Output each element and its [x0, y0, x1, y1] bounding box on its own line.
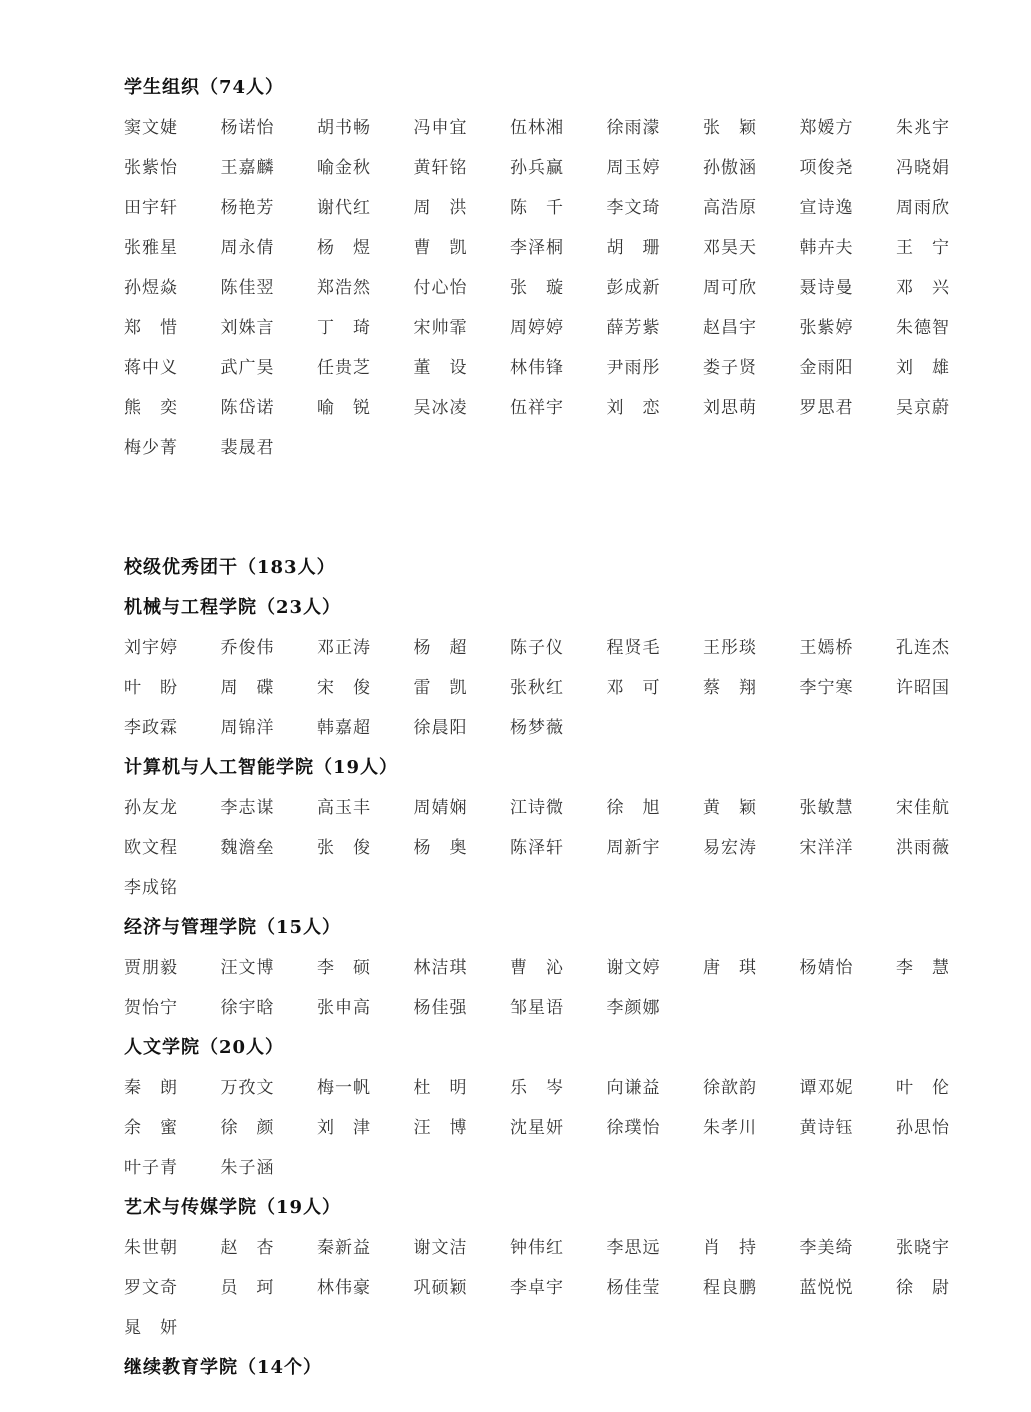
section-humanities — [124, 1028, 984, 1188]
name-entry: 梅一帆 — [317, 1078, 371, 1098]
name-entry: 喻金秋 — [317, 158, 371, 178]
name-entry: 孔连杰 — [896, 638, 950, 658]
name-entry: 周婧娴 — [413, 798, 468, 818]
name-entry: 朱世朝 — [124, 1238, 178, 1258]
name-entry: 徐 颜 — [220, 1118, 275, 1138]
name-entry: 杨佳莹 — [606, 1278, 661, 1298]
name-entry: 丁 琦 — [317, 318, 371, 338]
name-entry: 熊 奕 — [124, 398, 178, 418]
name-entry: 刘姝言 — [220, 318, 275, 338]
name-entry: 张 璇 — [510, 278, 564, 298]
name-entry: 徐宇晗 — [220, 998, 275, 1018]
name-entry: 赵 杏 — [220, 1238, 275, 1258]
section-heading: 经济与管理学院（15人） — [124, 917, 342, 938]
name-entry: 钟伟红 — [510, 1238, 564, 1258]
name-entry: 贺怡宁 — [124, 998, 178, 1018]
name-entry: 梅少菁 — [124, 438, 178, 458]
name-entry: 伍林湘 — [510, 118, 564, 138]
name-entry: 宣诗逸 — [799, 198, 854, 218]
name-entry: 蒋中义 — [124, 358, 178, 378]
name-entry: 喻 锐 — [317, 398, 371, 418]
document-page — [124, 68, 984, 1388]
name-entry: 谭邓妮 — [799, 1078, 854, 1098]
name-entry: 周永倩 — [220, 238, 275, 258]
name-entry: 李成铭 — [124, 878, 178, 898]
name-entry: 秦新益 — [317, 1238, 371, 1258]
name-entry: 陈岱诺 — [220, 398, 275, 418]
name-entry: 孙思怡 — [896, 1118, 950, 1138]
name-entry: 张紫婷 — [799, 318, 854, 338]
name-entry: 周可欣 — [703, 278, 757, 298]
name-entry: 窦文婕 — [124, 118, 178, 138]
name-entry: 李卓宇 — [510, 1278, 564, 1298]
name-entry: 唐 琪 — [703, 958, 757, 978]
name-entry: 孙傲涵 — [703, 158, 757, 178]
name-entry: 魏澹垒 — [220, 838, 275, 858]
name-entry: 朱德智 — [896, 318, 950, 338]
name-entry: 王彤琰 — [703, 638, 757, 658]
name-entry: 孙友龙 — [124, 798, 178, 818]
section-continuing-education — [124, 1348, 984, 1388]
name-entry: 徐晨阳 — [413, 718, 468, 738]
name-entry: 谢代红 — [317, 198, 371, 218]
name-entry: 谢文婷 — [606, 958, 661, 978]
name-entry: 郑 惜 — [124, 318, 178, 338]
name-entry: 罗文奇 — [124, 1278, 178, 1298]
name-entry: 陈佳翌 — [220, 278, 275, 298]
name-entry: 吴京蔚 — [896, 398, 950, 418]
section-heading: 校级优秀团干（183人） — [124, 557, 336, 578]
section-spacer — [124, 468, 984, 548]
name-entry: 杨 煜 — [317, 238, 371, 258]
section-heading: 计算机与人工智能学院（19人） — [124, 757, 399, 778]
name-entry: 邹星语 — [510, 998, 564, 1018]
name-entry: 万孜文 — [220, 1078, 275, 1098]
name-entry: 宋佳航 — [896, 798, 950, 818]
name-entry: 周玉婷 — [606, 158, 661, 178]
name-grid — [124, 948, 984, 1028]
name-entry: 罗思君 — [799, 398, 854, 418]
name-entry: 杨诺怡 — [220, 118, 275, 138]
name-entry: 乔俊伟 — [220, 638, 275, 658]
name-entry: 欧文程 — [124, 838, 178, 858]
name-entry: 沈星妍 — [510, 1118, 564, 1138]
section-heading: 艺术与传媒学院（19人） — [124, 1197, 342, 1218]
name-entry: 张 俊 — [317, 838, 371, 858]
name-entry: 韩嘉超 — [317, 718, 371, 738]
name-entry: 宋帅霏 — [413, 318, 468, 338]
name-entry: 朱子涵 — [220, 1158, 275, 1178]
name-entry: 杜 明 — [413, 1078, 468, 1098]
name-entry: 晁 妍 — [124, 1318, 178, 1338]
name-entry: 郑嫒方 — [799, 118, 854, 138]
name-entry: 程良鹏 — [703, 1278, 757, 1298]
name-entry: 蔡 翔 — [703, 678, 757, 698]
name-entry: 汪 博 — [413, 1118, 468, 1138]
name-entry: 任贵芝 — [317, 358, 371, 378]
name-entry: 江诗微 — [510, 798, 564, 818]
name-entry: 胡 珊 — [606, 238, 661, 258]
name-entry: 杨 超 — [413, 638, 468, 658]
name-entry: 项俊尧 — [799, 158, 854, 178]
section-computer-ai — [124, 748, 984, 908]
name-entry: 曹 凯 — [413, 238, 468, 258]
name-entry: 杨艳芳 — [220, 198, 275, 218]
name-entry: 冯申宜 — [413, 118, 468, 138]
name-grid — [124, 1228, 984, 1348]
name-entry: 邓正涛 — [317, 638, 371, 658]
section-student-org — [124, 68, 984, 468]
name-entry: 张秋红 — [510, 678, 564, 698]
name-entry: 邓 可 — [606, 678, 661, 698]
section-economics-management — [124, 908, 984, 1028]
name-entry: 聂诗曼 — [799, 278, 854, 298]
name-entry: 裴晟君 — [220, 438, 275, 458]
name-grid — [124, 108, 984, 468]
name-entry: 向谦益 — [606, 1078, 661, 1098]
name-entry: 宋 俊 — [317, 678, 371, 698]
name-entry: 周婷婷 — [510, 318, 564, 338]
name-entry: 娄子贤 — [703, 358, 757, 378]
name-entry: 谢文洁 — [413, 1238, 468, 1258]
name-entry: 汪文博 — [220, 958, 275, 978]
name-entry: 胡书畅 — [317, 118, 371, 138]
name-entry: 张敏慧 — [799, 798, 854, 818]
name-entry: 付心怡 — [413, 278, 468, 298]
name-entry: 余 蜜 — [124, 1118, 178, 1138]
name-entry: 周雨欣 — [896, 198, 950, 218]
name-entry: 徐 旭 — [606, 798, 661, 818]
name-entry: 林伟锋 — [510, 358, 564, 378]
name-entry: 黄诗钰 — [799, 1118, 854, 1138]
section-arts-media — [124, 1188, 984, 1348]
name-entry: 徐雨濛 — [606, 118, 661, 138]
name-entry: 孙兵赢 — [510, 158, 564, 178]
section-mechanical-engineering — [124, 588, 984, 748]
section-heading: 人文学院（20人） — [124, 1037, 285, 1058]
section-excellent-cadres — [124, 548, 984, 588]
name-entry: 李 慧 — [896, 958, 950, 978]
name-entry: 张 颖 — [703, 118, 757, 138]
name-entry: 杨 奥 — [413, 838, 468, 858]
name-entry: 林伟豪 — [317, 1278, 371, 1298]
name-entry: 叶 伦 — [896, 1078, 950, 1098]
name-entry: 员 珂 — [220, 1278, 275, 1298]
section-heading: 继续教育学院（14个） — [124, 1357, 323, 1378]
name-entry: 高浩原 — [703, 198, 757, 218]
name-entry: 曹 沁 — [510, 958, 564, 978]
name-entry: 雷 凯 — [413, 678, 468, 698]
name-entry: 林洁琪 — [413, 958, 468, 978]
name-entry: 许昭国 — [896, 678, 950, 698]
name-entry: 宋洋洋 — [799, 838, 854, 858]
name-entry: 李 硕 — [317, 958, 371, 978]
name-entry: 蓝悦悦 — [799, 1278, 854, 1298]
section-heading: 机械与工程学院（23人） — [124, 597, 342, 618]
name-entry: 李颜娜 — [606, 998, 661, 1018]
name-entry: 邓昊天 — [703, 238, 757, 258]
name-entry: 刘 津 — [317, 1118, 371, 1138]
name-entry: 田宇轩 — [124, 198, 178, 218]
name-entry: 张紫怡 — [124, 158, 178, 178]
name-entry: 朱孝川 — [703, 1118, 757, 1138]
name-grid — [124, 628, 984, 748]
name-entry: 赵昌宇 — [703, 318, 757, 338]
name-entry: 高玉丰 — [317, 798, 371, 818]
name-entry: 陈泽轩 — [510, 838, 564, 858]
name-entry: 李宁寒 — [799, 678, 854, 698]
name-entry: 吴冰凌 — [413, 398, 468, 418]
name-entry: 张晓宇 — [896, 1238, 950, 1258]
name-entry: 韩卉夫 — [799, 238, 854, 258]
name-entry: 王嘉麟 — [220, 158, 275, 178]
name-entry: 张雅星 — [124, 238, 178, 258]
name-entry: 叶子青 — [124, 1158, 178, 1178]
name-entry: 伍祥宇 — [510, 398, 564, 418]
name-entry: 李文琦 — [606, 198, 661, 218]
name-entry: 邓 兴 — [896, 278, 950, 298]
name-entry: 金雨阳 — [799, 358, 854, 378]
name-entry: 周新宇 — [606, 838, 661, 858]
name-entry: 肖 持 — [703, 1238, 757, 1258]
name-entry: 冯晓娟 — [896, 158, 950, 178]
name-entry: 孙煜焱 — [124, 278, 178, 298]
name-entry: 陈 千 — [510, 198, 564, 218]
name-entry: 彭成新 — [606, 278, 661, 298]
name-entry: 陈子仪 — [510, 638, 564, 658]
name-entry: 刘 恋 — [606, 398, 661, 418]
section-heading: 学生组织（74人） — [124, 77, 285, 98]
name-entry: 李泽桐 — [510, 238, 564, 258]
name-entry: 董 设 — [413, 358, 468, 378]
name-grid — [124, 1068, 984, 1188]
name-entry: 徐 尉 — [896, 1278, 950, 1298]
name-entry: 乐 岑 — [510, 1078, 564, 1098]
name-entry: 李政霖 — [124, 718, 178, 738]
name-entry: 王嫣桥 — [799, 638, 854, 658]
name-entry: 易宏涛 — [703, 838, 757, 858]
name-entry: 杨婧怡 — [799, 958, 854, 978]
name-entry: 杨梦薇 — [510, 718, 564, 738]
name-entry: 李美绮 — [799, 1238, 854, 1258]
name-grid — [124, 788, 984, 908]
name-entry: 郑浩然 — [317, 278, 371, 298]
name-entry: 周 洪 — [413, 198, 468, 218]
name-entry: 李思远 — [606, 1238, 661, 1258]
name-entry: 薛芳紫 — [606, 318, 661, 338]
name-entry: 黄 颖 — [703, 798, 757, 818]
name-entry: 刘宇婷 — [124, 638, 178, 658]
name-entry: 程贤毛 — [606, 638, 661, 658]
name-entry: 武广昊 — [220, 358, 275, 378]
name-entry: 叶 盼 — [124, 678, 178, 698]
name-entry: 洪雨薇 — [896, 838, 950, 858]
name-entry: 黄轩铭 — [413, 158, 468, 178]
name-entry: 徐璞怡 — [606, 1118, 661, 1138]
name-entry: 李志谋 — [220, 798, 275, 818]
name-entry: 秦 朗 — [124, 1078, 178, 1098]
name-entry: 贾朋毅 — [124, 958, 178, 978]
name-entry: 杨佳强 — [413, 998, 468, 1018]
name-entry: 刘思萌 — [703, 398, 757, 418]
name-entry: 尹雨彤 — [606, 358, 661, 378]
name-entry: 王 宁 — [896, 238, 950, 258]
name-entry: 周锦洋 — [220, 718, 275, 738]
name-entry: 张申高 — [317, 998, 371, 1018]
name-entry: 朱兆宇 — [896, 118, 950, 138]
name-entry: 徐歆韵 — [703, 1078, 757, 1098]
name-entry: 周 碟 — [220, 678, 275, 698]
name-entry: 刘 雄 — [896, 358, 950, 378]
name-entry: 巩硕颖 — [413, 1278, 468, 1298]
